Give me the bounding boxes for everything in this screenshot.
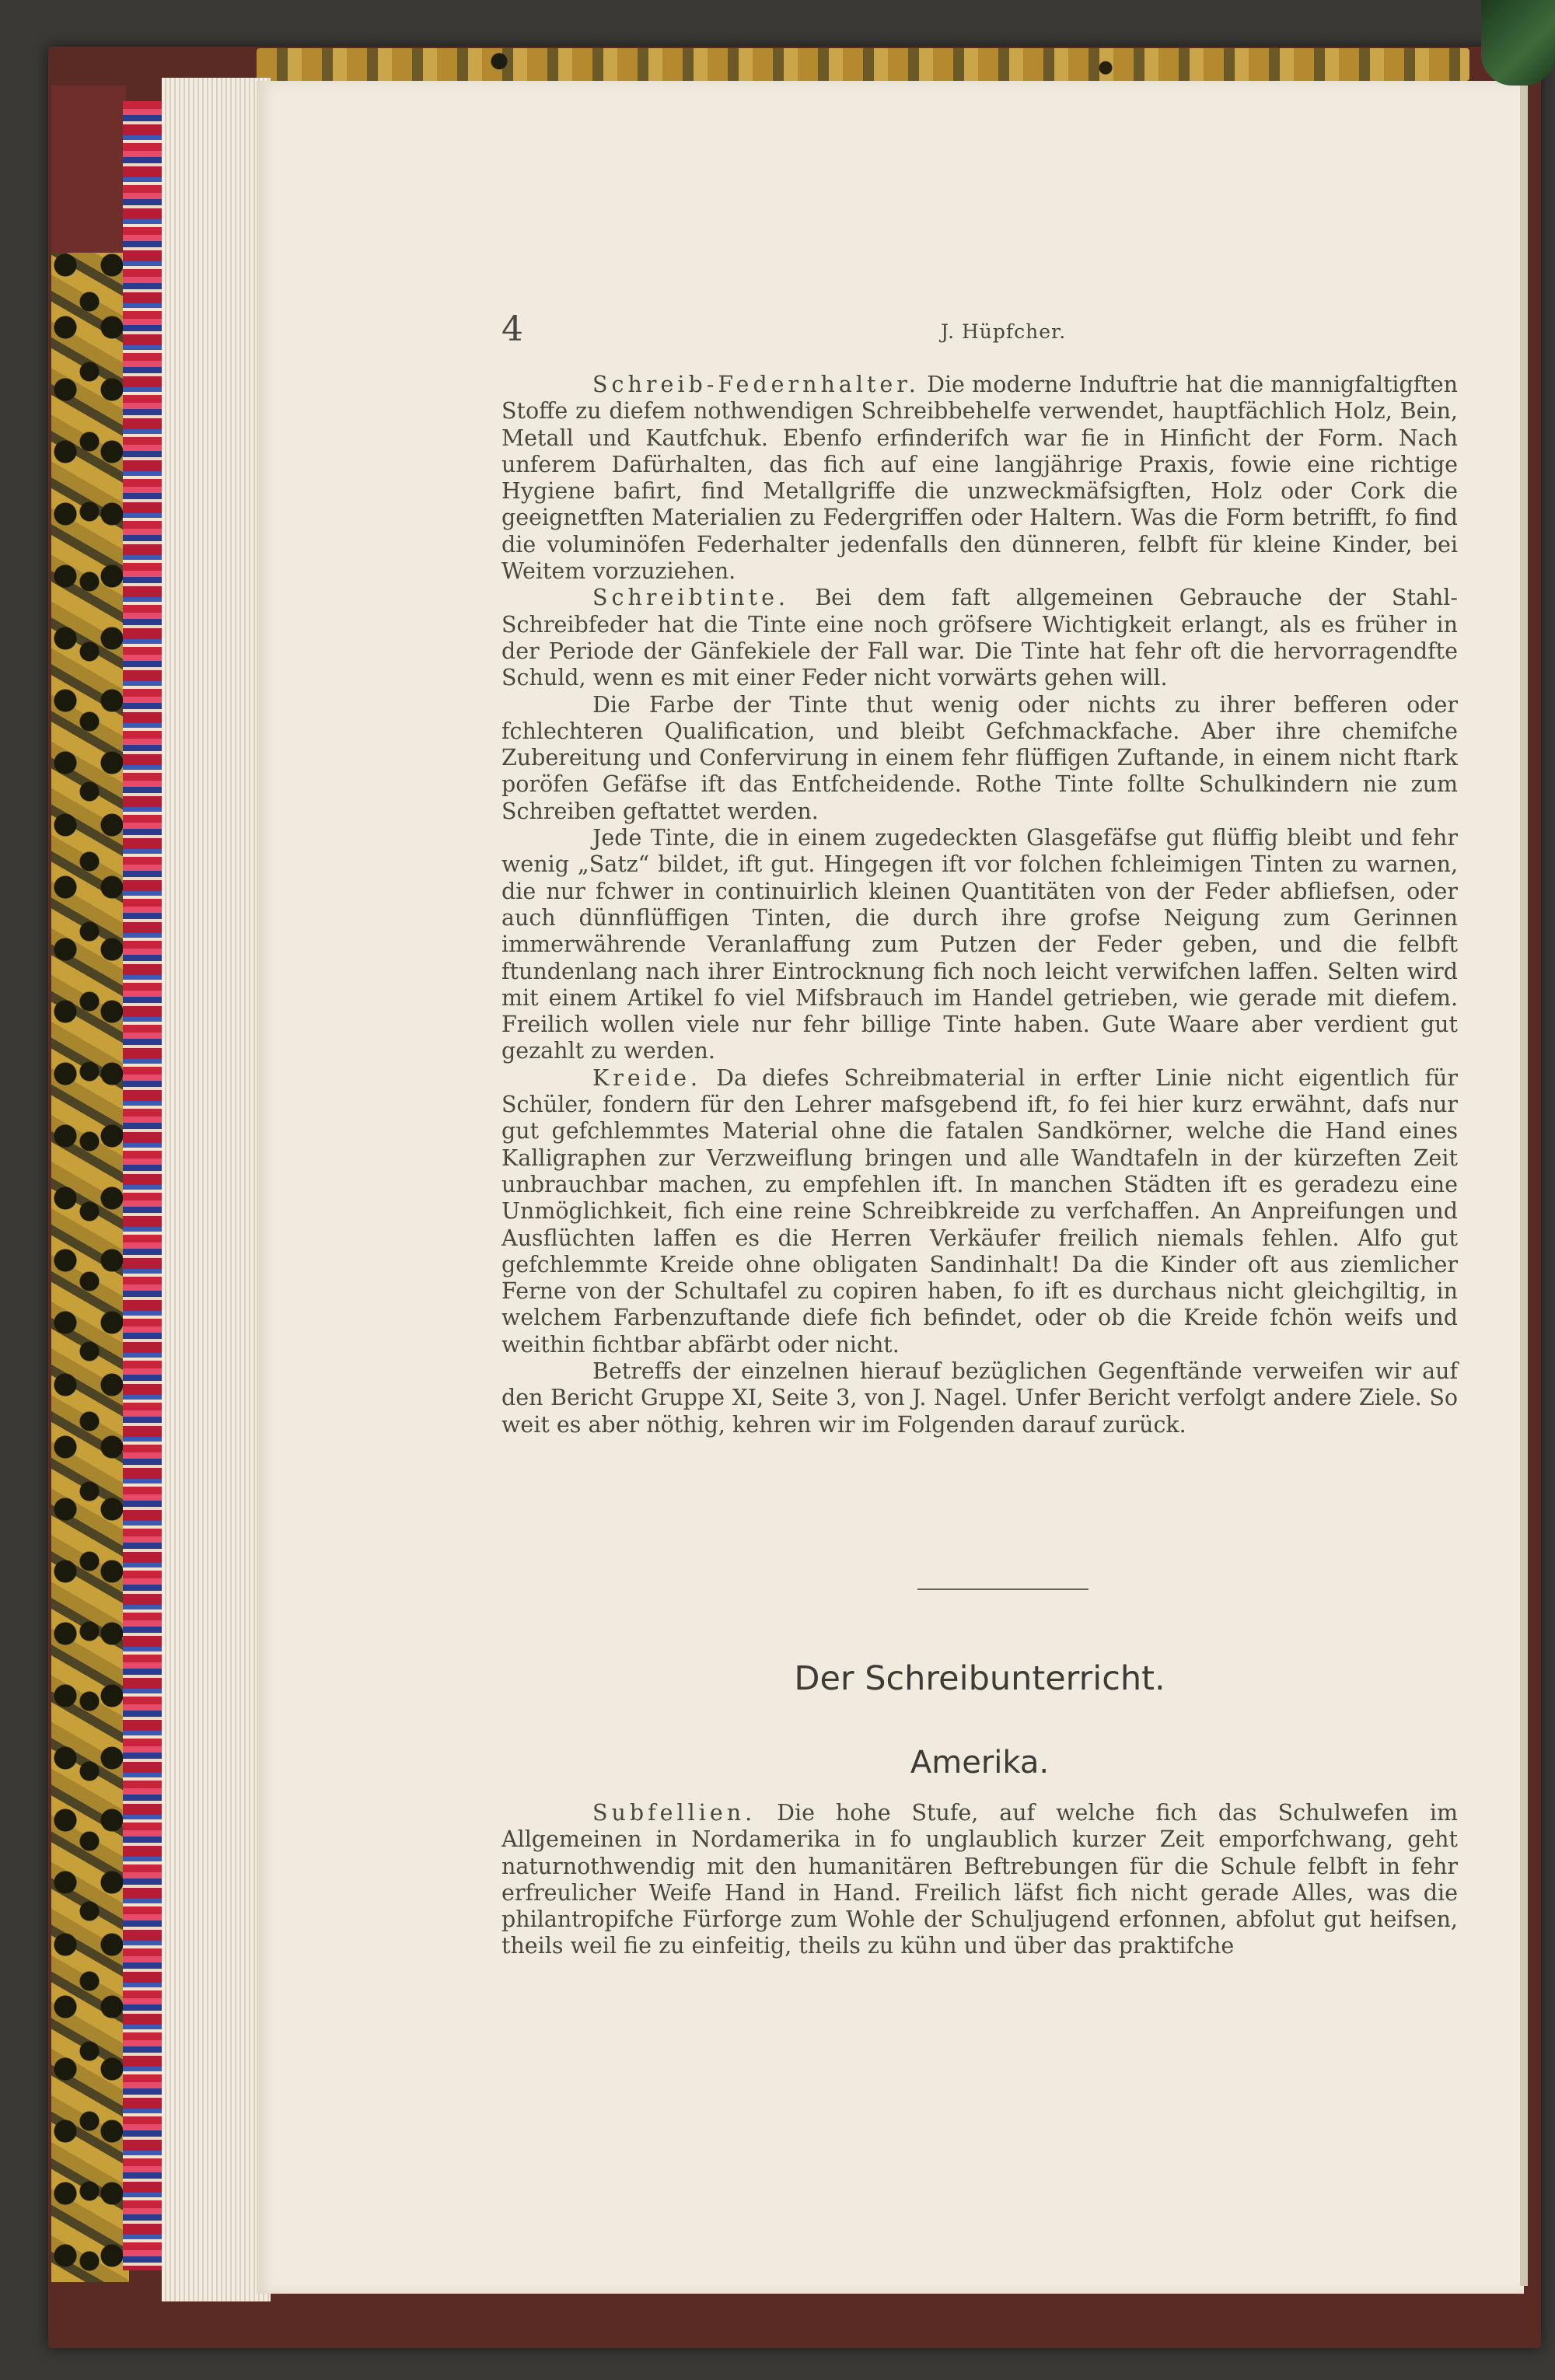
page-stack-edge	[162, 78, 271, 2301]
paragraph-text: Jede Tinte, die in einem zugedeckten Glasgefäfse gut flüffig bleibt und fehr wenig „Satz“ bildet, ift gut. Hingegen ift vor folchen fchleimigen Tinten zu warnen, die nur fchwer in continuirlich kleinen Quantitäten von der Feder abfliefsen, oder auch dünnflüffigen Tinten, die durch ihre grofse Neigung zum Gerinnen immerwährende Veranlaffung zum Putzen der Feder geben, und die felbft ftundenlang nach ihrer Eintrocknung fich noch leicht verwifchen laffen. Selten wird mit einem Artikel fo viel Mifsbrauch im Handel getrieben, wie gerade mit diefem. Freilich wollen viele nur fehr billige Tinte haben. Gute Waare aber verdient gut gezahlt zu werden.	[501, 825, 1458, 1064]
page-right-edge	[1520, 86, 1528, 2286]
paragraph-lead: Subfellien.	[592, 1800, 757, 1826]
paragraph	[501, 1065, 1458, 1358]
section-divider	[917, 1588, 1088, 1590]
bookmark-ribbon	[1481, 0, 1555, 86]
paragraph-lead: Kreide.	[592, 1064, 702, 1091]
page-number: 4	[501, 309, 523, 349]
marbled-endpaper	[51, 253, 129, 2282]
section-subheading: Amerika.	[910, 1745, 1050, 1781]
paragraph	[501, 1800, 1458, 1960]
section-heading: Der Schreibunterricht.	[794, 1659, 1165, 1698]
marbled-cover-top	[257, 48, 1469, 81]
paragraph-text: Da diefes Schreibmaterial in erfter Linie nicht eigentlich für Schüler, fondern für den Lehrer mafsgebend ift, fo fei hier kurz erwähnt, dafs nur gut gefchlemmtes Material ohne die fatalen Sandkörner, welche die Hand eines Kalligraphen zur Verzweiflung bringen und alle Wandtafeln in der kürzeften Zeit unbrauchbar machen, zu empfehlen ift. In manchen Städten ift es geradezu eine Unmöglichkeit, fich eine reine Schreibkreide zu verfchaffen. An Anpreifungen und Ausflüchten laffen es die Herren Verkäufer freilich niemals fehlen. Alfo gut gefchlemmte Kreide ohne obligaten Sandinhalt! Da die Kinder oft aus ziemlicher Ferne von der Schultafel zu copiren haben, fo ift es durchaus nicht gleichgiltig, in welchem Farbenzuftande diefe fich befindet, oder ob die Kreide fchön weifs und weithin fichtbar abfärbt oder nicht.	[501, 1064, 1458, 1358]
running-head: J. Hüpfcher.	[941, 320, 1067, 343]
paragraph-text: Betreffs der einzelnen hierauf bezüglichen Gegenftände verweifen wir auf den Bericht Gruppe XI, Seite 3, von J. Nagel. Unfer Bericht verfolgt andere Ziele. So weit es aber nöthig, kehren wir im Folgenden darauf zurück.	[501, 1358, 1458, 1438]
paragraph-text: Die Farbe der Tinte thut wenig oder nichts zu ihrer befferen oder fchlechteren Qualification, und bleibt Gefchmackfache. Aber ihre chemifche Zubereitung und Confervirung in einem fehr flüffigen Zuftande, in einem nicht ftark poröfen Gefäfse ift das Entfcheidende. Rothe Tinte follte Schulkindern nie zum Schreiben geftattet werden.	[501, 691, 1458, 824]
section-1-body	[501, 372, 1458, 1438]
paragraph	[501, 825, 1458, 1065]
paragraph	[501, 1358, 1458, 1438]
section-2-body	[501, 1800, 1458, 1960]
marbled-page-edge	[123, 101, 162, 2270]
paragraph	[501, 372, 1458, 585]
paragraph	[501, 585, 1458, 691]
paragraph-lead: Schreib-Federnhalter.	[592, 372, 920, 397]
page-header	[501, 309, 1458, 353]
paragraph-text: Die hohe Stufe, auf welche fich das Schulwefen im Allgemeinen in Nordamerika in fo unglaublich kurzer Zeit emporfchwang, geht naturnothwendig mit den humanitären Beftrebungen für die Schule felbft in fehr erfreulicher Weife Hand in Hand. Freilich läfst fich nicht gerade Alles, was die philantropifche Fürforge zum Wohle der Schuljugend erfonnen, abfolut gut heifsen, theils weil fie zu einfeitig, theils zu kühn und über das praktifche	[501, 1800, 1458, 1959]
paragraph-text: Bei dem faft allgemeinen Gebrauche der Stahl-Schreibfeder hat die Tinte eine noch gröfsere Wichtigkeit erlangt, als es früher in der Periode der Gänfekiele der Fall war. Die Tinte hat fehr oft die hervorragendfte Schuld, wenn es mit einer Feder nicht vorwärts gehen will.	[501, 585, 1458, 691]
cover-leather	[51, 86, 126, 257]
paragraph-lead: Schreibtinte.	[592, 585, 789, 611]
paragraph-text: Die moderne Induftrie hat die mannigfaltigften Stoffe zu diefem nothwendigen Schreibbehelfe verwendet, hauptfächlich Holz, Bein, Metall und Kautfchuk. Ebenfo erfinderifch war fie in Hinficht der Form. Nach unferem Dafürhalten, das fich auf eine langjährige Praxis, fowie eine richtige Hygiene bafirt, find Metallgriffe die unzweckmäfsigften, Holz oder Cork die geeignetften Materialien zu Federgriffen oder Haltern. Was die Form betrifft, fo find die voluminöfen Federhalter jedenfalls den dünneren, felbft für kleine Kinder, bei Weitem vorzuziehen.	[501, 372, 1458, 585]
paragraph	[501, 692, 1458, 825]
